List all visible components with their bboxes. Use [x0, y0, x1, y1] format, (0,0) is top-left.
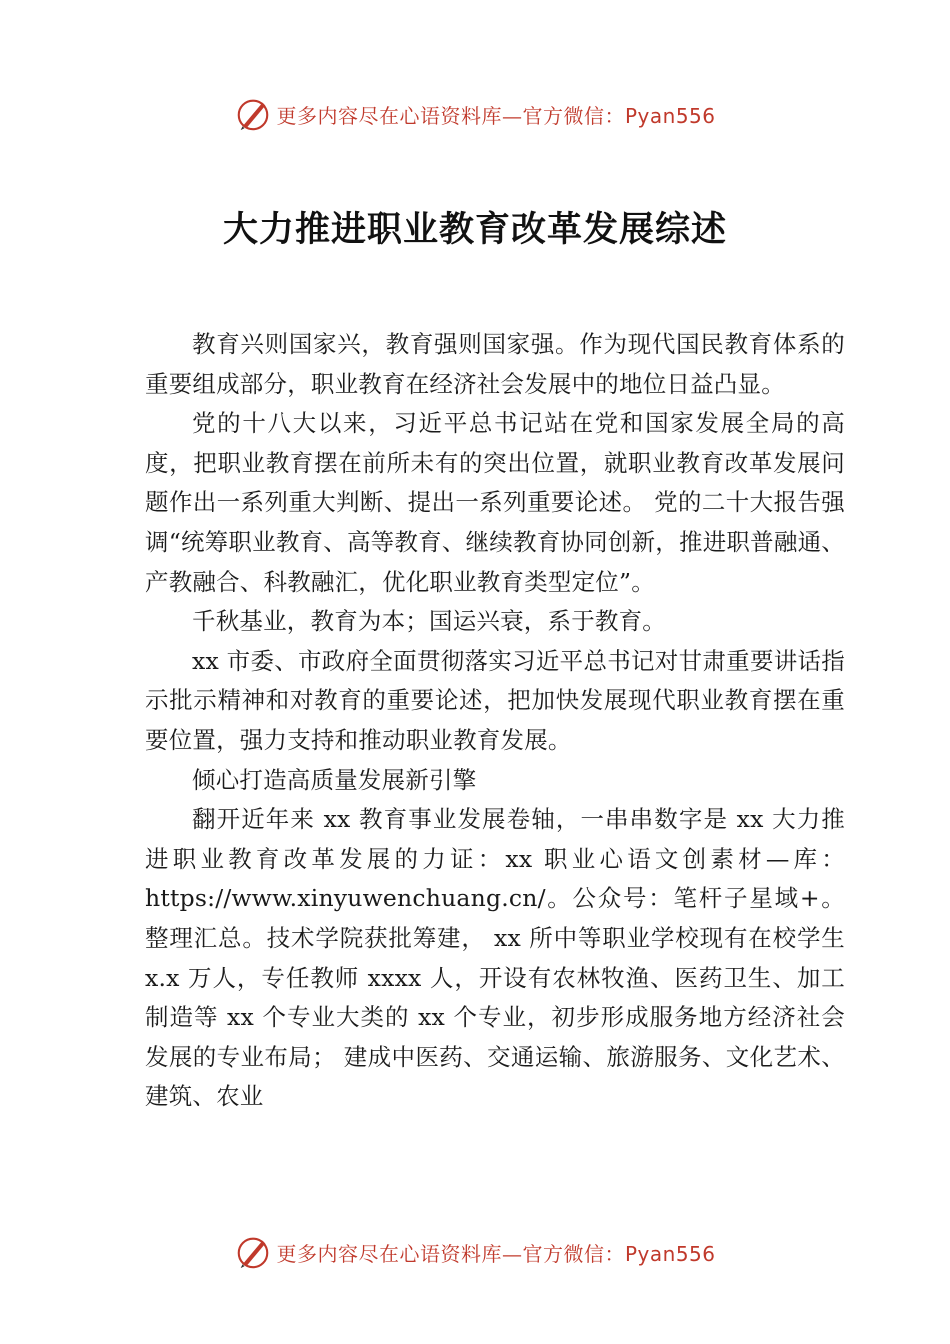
- section-heading: 倾心打造高质量发展新引擎: [192, 765, 477, 794]
- paragraph: 千秋基业，教育为本；国运兴衰，系于教育。: [192, 607, 666, 636]
- watermark-footer: [0, 1230, 950, 1274]
- paragraph: 教育兴则国家兴，教育强则国家强。作为现代国民教育体系的重要组成部分，职业教育在经济社会发展中的地位日益凸显。: [145, 330, 845, 398]
- document-body: [145, 325, 845, 1117]
- document-title: 大力推进职业教育改革发展综述: [222, 210, 727, 250]
- watermark-header: [0, 92, 950, 136]
- pen-circle-logo-icon: [234, 1233, 272, 1271]
- paragraph: xx 市委、市政府全面贯彻落实习近平总书记对甘肃重要讲话指示批示精神和对教育的重要论述，把加快发展现代职业教育摆在重要位置，强力支持和推动职业教育发展。: [145, 646, 845, 754]
- pen-circle-logo-icon: [234, 95, 272, 133]
- watermark-text: 更多内容尽在心语资料库—官方微信：Pyan556: [276, 1241, 716, 1266]
- watermark-text: 更多内容尽在心语资料库—官方微信：Pyan556: [276, 103, 716, 128]
- paragraph: 翻开近年来 xx 教育事业发展卷轴，一串串数字是 xx 大力推进职业教育改革发展的力证：xx 职业心语文创素材—库：https://www.xinyuwenchuang.cn/。公众号：笔杆子星域+。整理汇总。技术学院获批筹建， xx 所中等职业学校现有在校学生 x.x 万人，专任教师 xxxx 人，开设有农林牧渔、医药卫生、加工制造等 xx 个专业大类的 xx 个专业，初步形成服务地方经济社会发展的专业布局； 建成中医药、交通运输、旅游服务、文化艺术、建筑、农业: [145, 805, 845, 1111]
- paragraph: 党的十八大以来，习近平总书记站在党和国家发展全局的高度，把职业教育摆在前所未有的突出位置，就职业教育改革发展问题作出一系列重大判断、提出一系列重要论述。 党的二十大报告强调“统筹职业教育、高等教育、继续教育协同创新，推进职普融通、产教融合、科教融汇，优化职业教育类型定位”。: [145, 409, 845, 596]
